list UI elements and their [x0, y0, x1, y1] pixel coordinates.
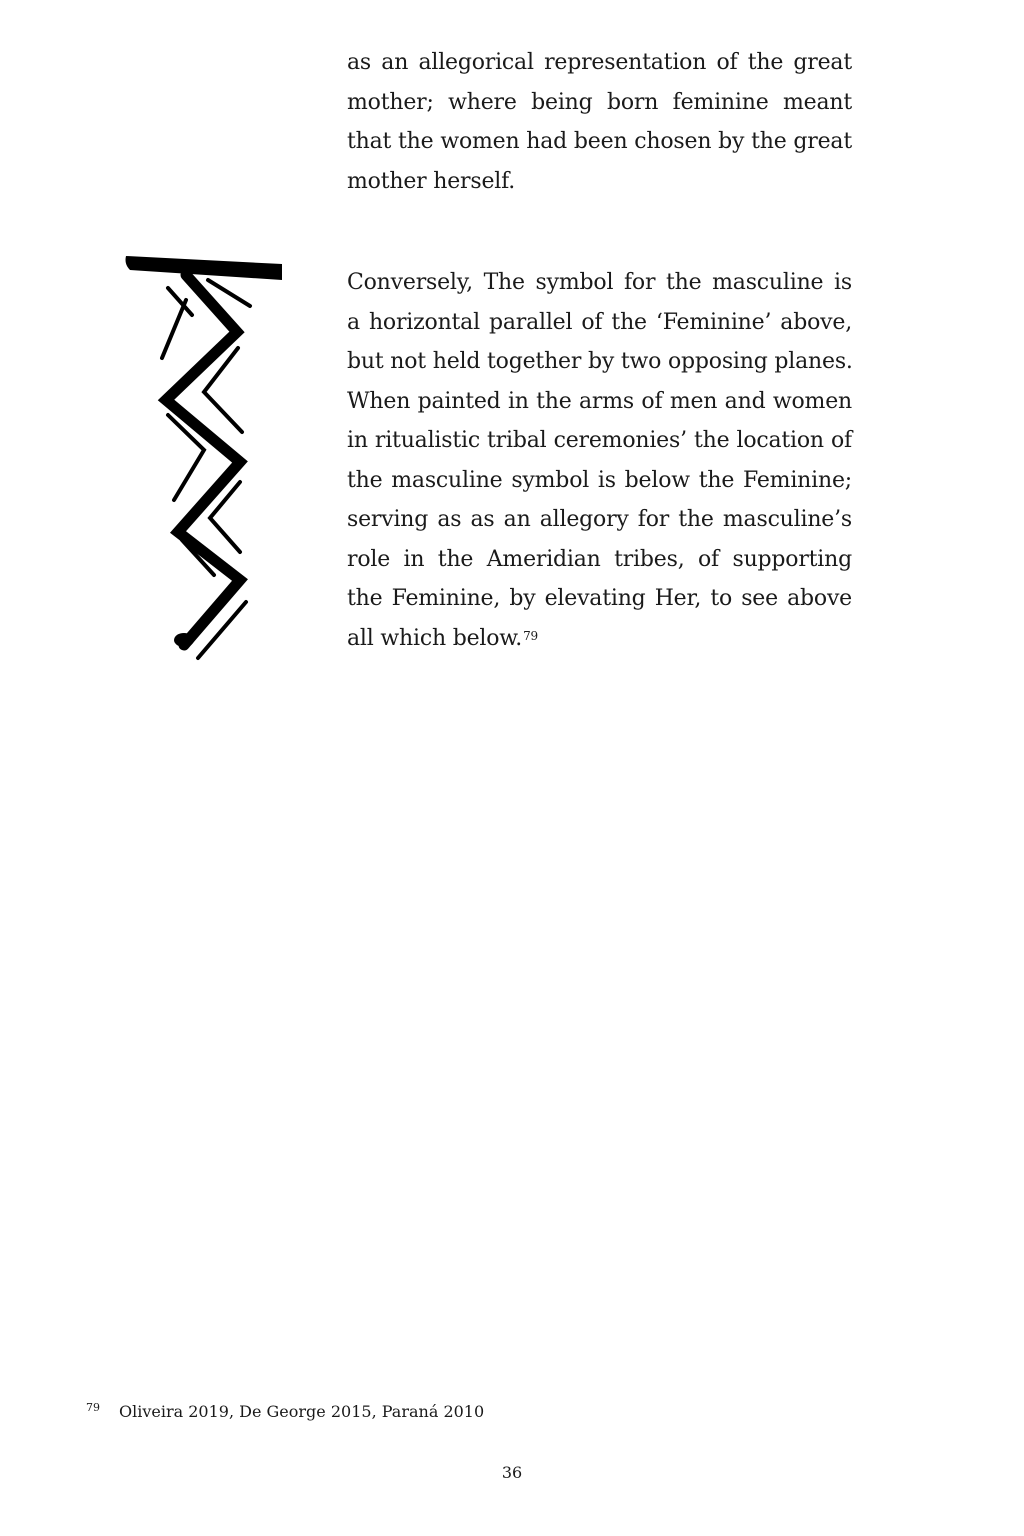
paragraph-line: mother; where being born feminine meant [347, 89, 852, 115]
paragraph-line: the Feminine, by elevating Her, to see above [347, 586, 852, 611]
paragraph-line: a horizontal parallel of the ‘Feminine’ above, [347, 309, 852, 335]
footnote-reference[interactable]: 79 [523, 628, 538, 643]
paragraph-last-line [347, 619, 852, 659]
paragraph-1 [347, 43, 852, 201]
paragraph-line: role in the Ameridian tribes, of supporting [347, 546, 852, 572]
paragraph-line-text: all which below. [347, 625, 523, 651]
paragraph-2 [347, 263, 852, 658]
paragraph-line: When painted in the arms of men and women [347, 388, 852, 414]
paragraph-line: that the women had been chosen by the great [347, 129, 852, 154]
paragraph-line: in ritualistic tribal ceremonies’ the location of [347, 428, 852, 453]
paragraph-line: the masculine symbol is below the Feminine; [347, 467, 852, 493]
paragraph-line: but not held together by two opposing planes. [347, 349, 853, 374]
paragraph-line: Conversely, The symbol for the masculine is [347, 270, 852, 295]
page-number: 36 [501, 1463, 523, 1482]
footnote-text: Oliveira 2019, De George 2015, Paraná 2010 [119, 1402, 485, 1421]
masculine-symbol-icon [122, 250, 290, 665]
footnote-number: 79 [86, 1401, 100, 1414]
paragraph-line: mother herself. [347, 168, 516, 194]
paragraph-line: serving as as an allegory for the masculine’s [347, 507, 852, 532]
paragraph-line: as an allegorical representation of the great [347, 50, 852, 75]
